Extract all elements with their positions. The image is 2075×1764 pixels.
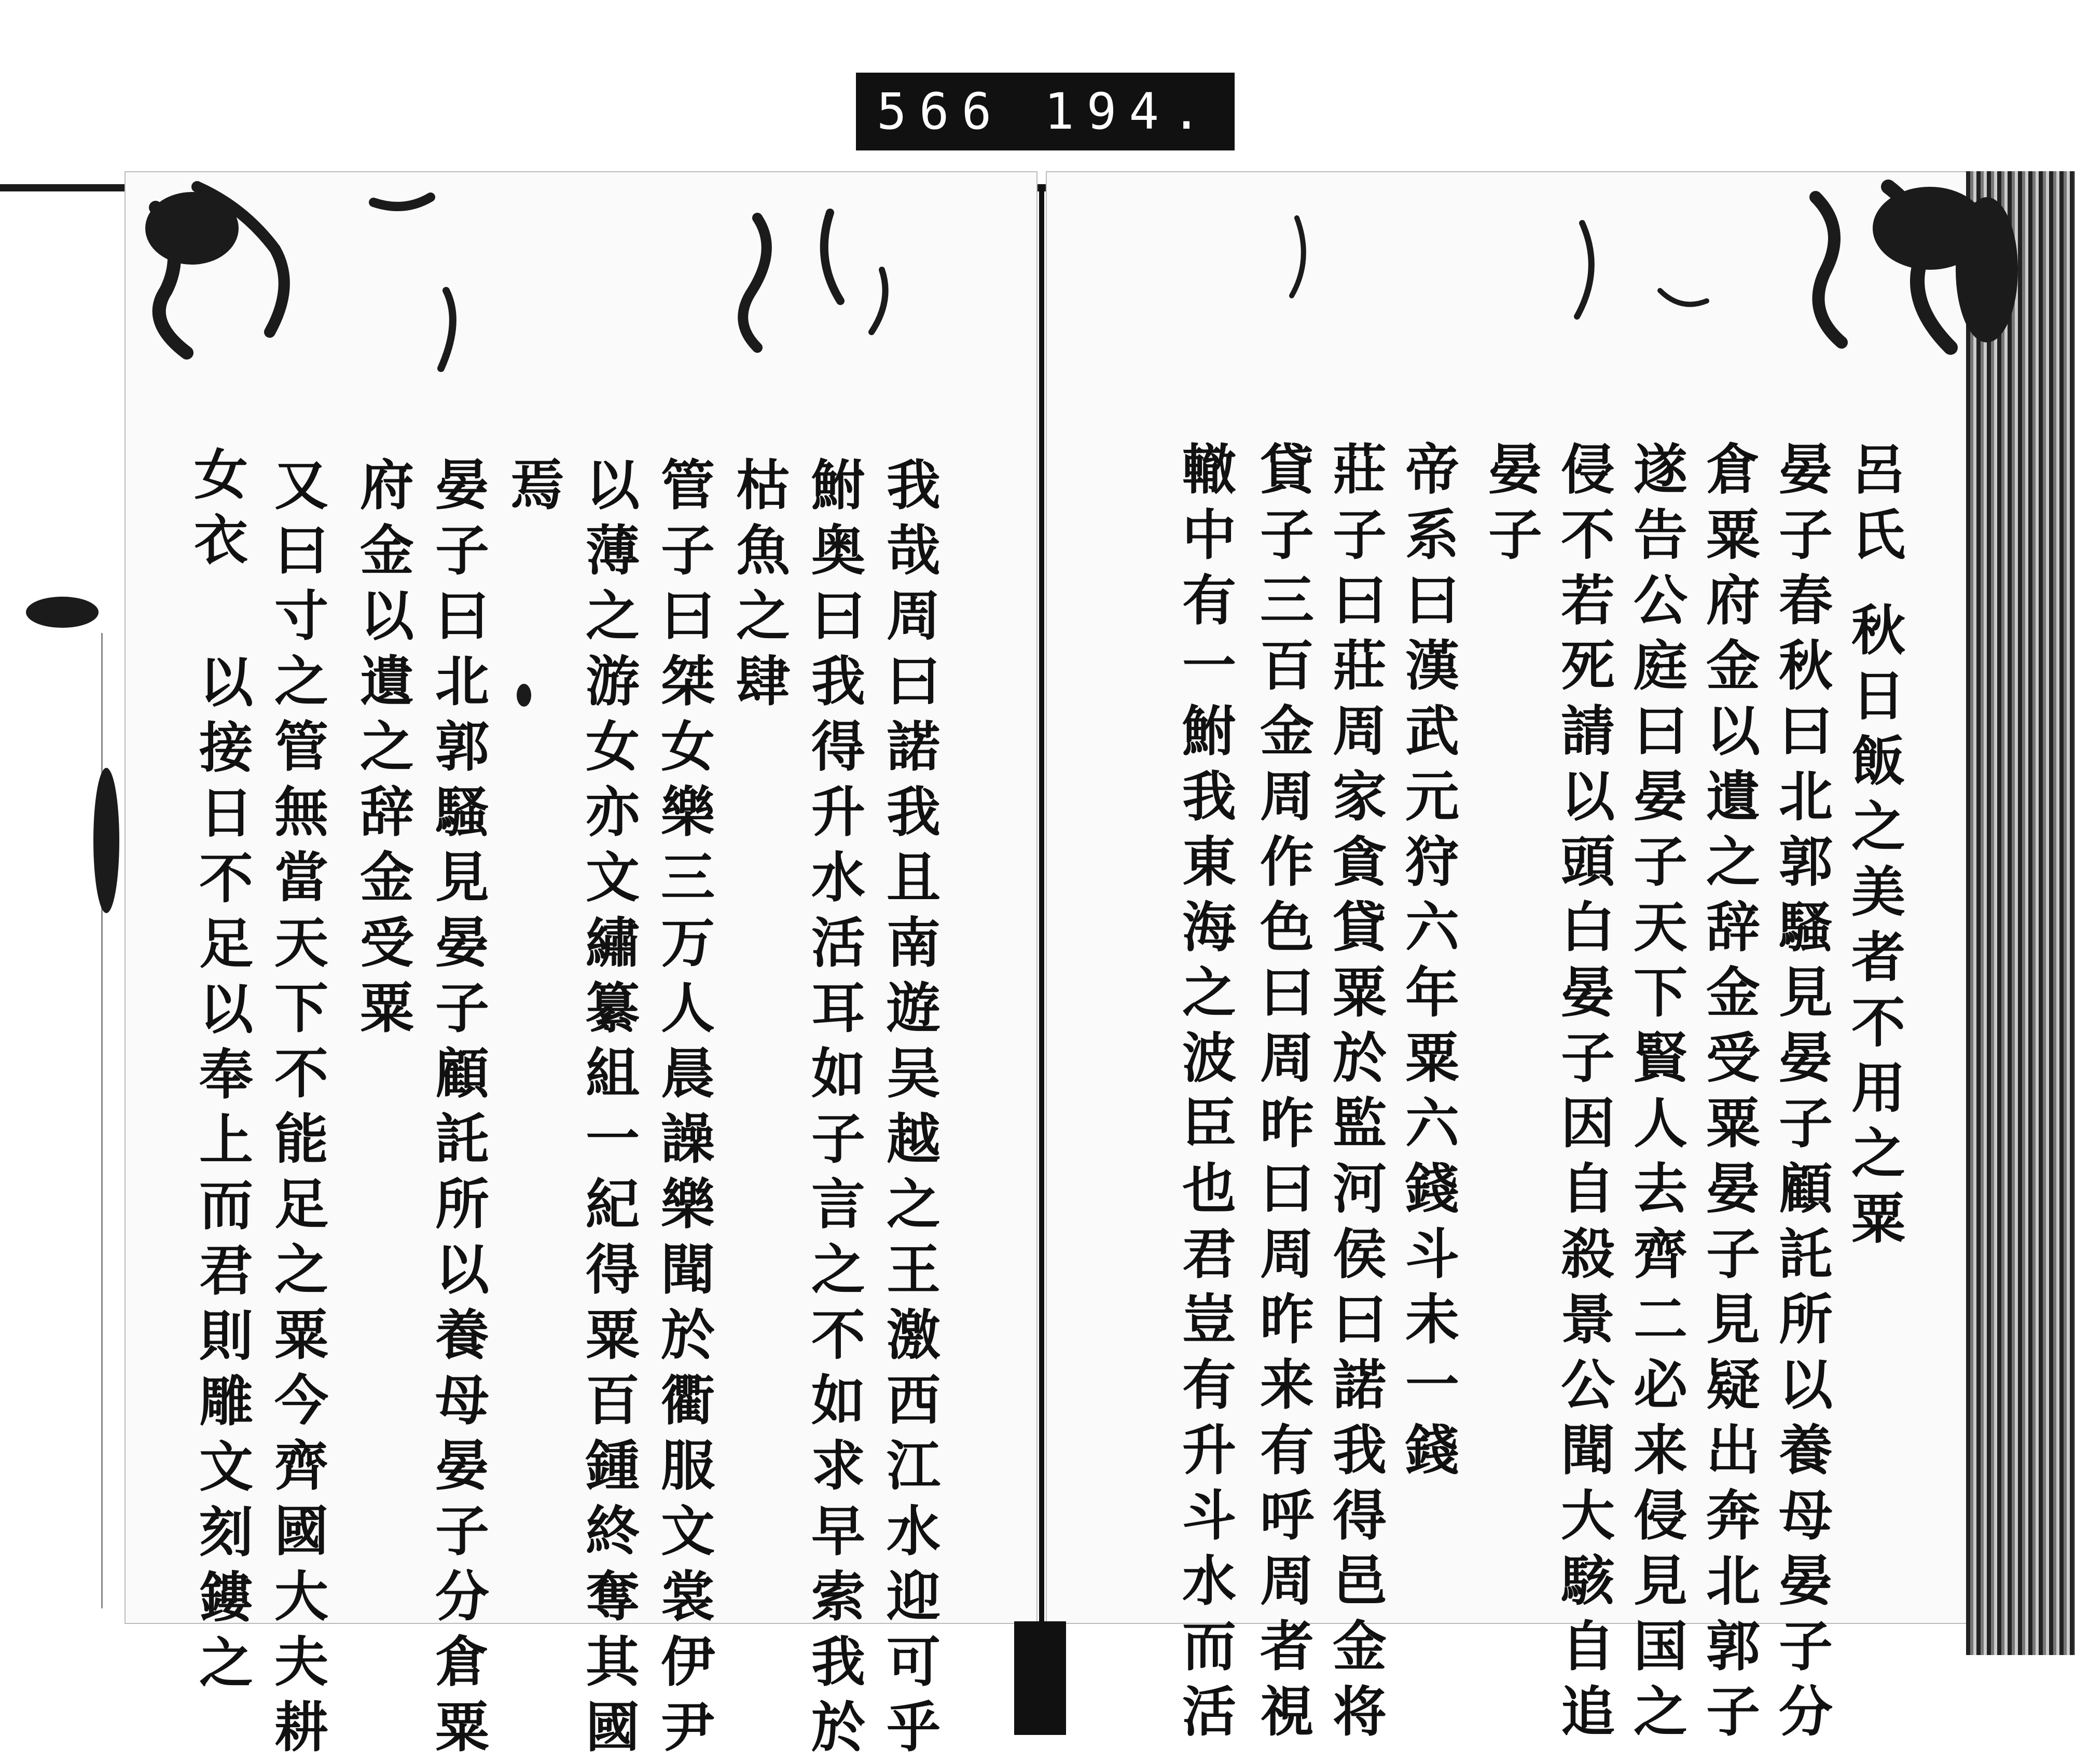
text-column: 府金以遺之辞金受粟 — [351, 457, 414, 1045]
text-column: 以薄之游女亦文繡纂組一紀得粟百鍾終奪其國 — [576, 457, 640, 1764]
text-column: 貸子三百金周作色曰周昨曰周昨来有呼周者視 — [1251, 441, 1315, 1748]
frame-number-left: 566 — [877, 82, 1004, 141]
text-column: 侵不若死請以頭白晏子因自殺景公聞大駭自追 — [1552, 441, 1615, 1748]
text-column: 倉粟府金以遺之辞金受粟晏子見疑出奔北郭子 — [1697, 441, 1761, 1748]
frame-number-right: 194. — [1044, 82, 1214, 141]
text-column: 轍中有一鮒我東海之波臣也君豈有升斗水而活 — [1173, 441, 1237, 1748]
text-column: 女衣 — [185, 446, 248, 577]
text-column: 遂告公庭曰晏子天下賢人去齊二必来侵見国之 — [1624, 441, 1688, 1748]
text-column: 晏子春秋曰北郭騷見晏子顧託所以養母晏子分 — [1769, 441, 1833, 1748]
text-column: 莊子曰莊周家貪貸粟於監河侯曰諾我得邑金将 — [1323, 441, 1387, 1748]
text-column: 以接日不足以奉上而君則雕文刻鏤之 — [190, 654, 254, 1700]
text-column: 又曰寸之管無當天下不能足之粟今齊國大夫耕 — [265, 457, 329, 1764]
text-column: 帝系曰漢武元狩六年粟六錢斗未一錢 — [1396, 441, 1460, 1487]
text-column: 管子曰桀女樂三万人晨譟樂聞於衢服文裳伊尹 — [652, 457, 715, 1764]
text-column: 鮒奥曰我得升水活耳如子言之不如求早索我於 — [802, 457, 866, 1764]
text-column: 晏子曰北郭騷見晏子顧託所以養母晏子分倉粟 — [426, 457, 490, 1764]
text-column: 焉 — [501, 457, 565, 522]
text-column: 呂氏 秋日飯之美者不用之粟 — [1842, 441, 1906, 1256]
text-column: 晏子 — [1479, 441, 1543, 572]
text-column: 枯魚之肆 — [727, 457, 791, 718]
text-column: 我哉周曰諾我且南遊吴越之王激西江水迎可乎 — [877, 457, 941, 1764]
